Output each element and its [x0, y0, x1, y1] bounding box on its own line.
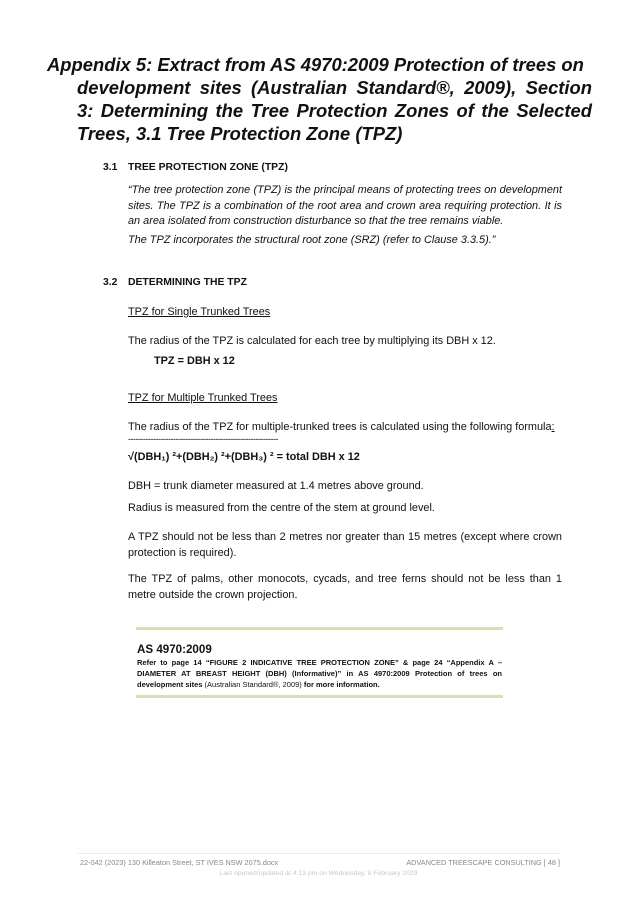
footer-rule: [78, 853, 561, 854]
dbh-definition: DBH = trunk diameter measured at 1.4 metres above ground.: [128, 480, 424, 492]
note-body-bold: Refer to page 14 “FIGURE 2 INDICATIVE TREE PROTECTION ZONE” & page 24 “Appendix A – DIAMETER AT BREAST HEIGHT (DBH) (Informative)” in AS 4970:2009 Protection of trees on development sites: [137, 658, 502, 690]
srz-reference-quote: The TPZ incorporates the structural root zone (SRZ) (refer to Clause 3.3.5).”: [128, 234, 496, 246]
footer-filename: 22-042 (2023) 130 Killeaton Street, ST IVES NSW 2075.docx: [80, 858, 279, 867]
dashed-divider: ------------------------------------------------------------: [128, 434, 278, 444]
note-top-bar: [136, 627, 503, 630]
multi-trunk-text-colon: :: [551, 421, 555, 433]
radius-definition: Radius is measured from the centre of the stem at ground level.: [128, 502, 435, 514]
multi-trunk-text-main: The radius of the TPZ for multiple-trunked trees is calculated using the following formula: [128, 421, 552, 433]
single-trunk-formula: TPZ = DBH x 12: [154, 355, 235, 367]
section-title-3-1: TREE PROTECTION ZONE (TPZ): [128, 162, 288, 173]
note-bottom-bar: [136, 695, 503, 698]
footer-updated-stamp: Last opened/updated at 4:13 pm on Wednesday, 8 February 2023: [219, 870, 418, 877]
footer-company-page: ADVANCED TREESCAPE CONSULTING [ 48 ]: [406, 858, 560, 867]
tpz-definition-quote: “The tree protection zone (TPZ) is the principal means of protecting trees on development sites. The TPZ is a combination of the root area and crown area requiring protection. It is an area isolated from construction disturbance so that the tree remains viable.: [128, 184, 562, 227]
note-title: AS 4970:2009: [137, 643, 212, 656]
single-trunk-text: The radius of the TPZ is calculated for each tree by multiplying its DBH x 12.: [128, 335, 496, 347]
section-number-3-2: 3.2: [103, 277, 118, 288]
note-body-end: for more information.: [301, 680, 380, 690]
appendix-heading-rest: development sites (Australian Standard®, 2009), Section 3: Determining the Tree Protection Zones of the Selected Trees, 3.1 Tree Protection Zone (TPZ): [77, 77, 592, 144]
multi-trunk-formula: √(DBH₁) ²+(DBH₂) ²+(DBH₃) ² = total DBH x 12: [128, 451, 360, 463]
section-title-3-2: DETERMINING THE TPZ: [128, 277, 247, 288]
note-body-citation: (Australian Standard®, 2009): [202, 680, 302, 690]
appendix-heading-line1: Appendix 5: Extract from AS 4970:2009 Protection of trees on: [47, 54, 584, 75]
single-trunk-subheading: TPZ for Single Trunked Trees: [128, 306, 271, 318]
multi-trunk-subheading: TPZ for Multiple Trunked Trees: [128, 392, 278, 404]
tpz-limits-text: A TPZ should not be less than 2 metres nor greater than 15 metres (except where crown protection is required).: [128, 531, 562, 559]
appendix-heading: [47, 53, 592, 145]
note-body: [137, 657, 502, 691]
section-number-3-1: 3.1: [103, 162, 118, 173]
palms-text: The TPZ of palms, other monocots, cycads, and tree ferns should not be less than 1 metre outside the crown projection.: [128, 573, 562, 601]
